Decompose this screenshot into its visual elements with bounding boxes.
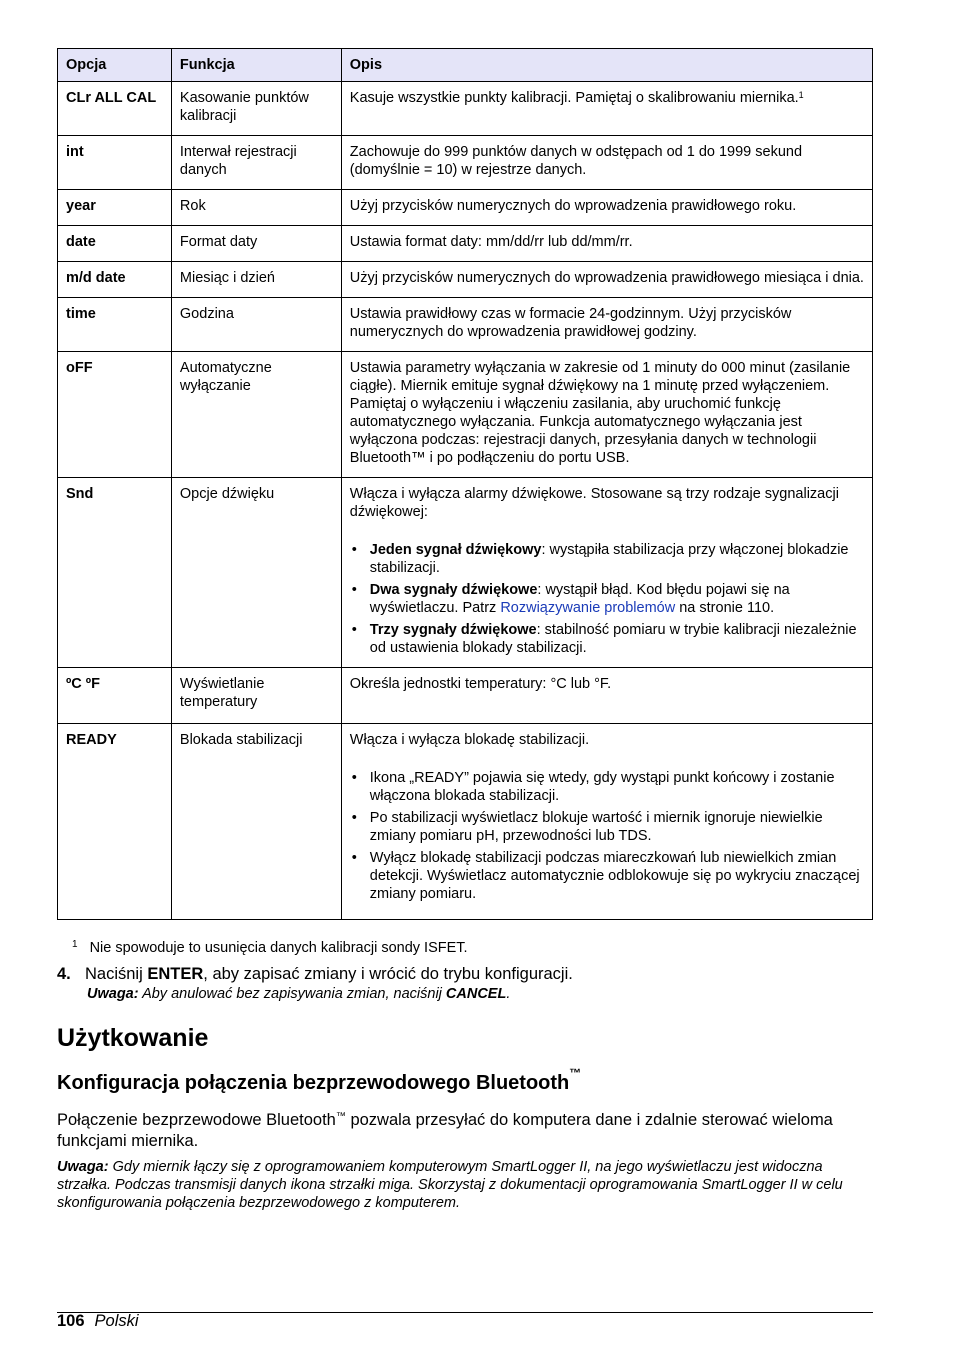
description-text: Włącza i wyłącza blokadę stabilizacji. [349, 732, 590, 748]
list-item [350, 621, 864, 657]
page-footer [57, 1312, 139, 1331]
step-text-pre: Naciśnij [85, 965, 148, 983]
option-cell: CLr ALL CAL [58, 82, 172, 136]
column-header-option: Opcja [58, 49, 172, 82]
function-cell: Format daty [171, 226, 341, 262]
description-text: Kasuje wszystkie punkty kalibracji. Pamiętaj o skalibrowaniu miernika. [349, 90, 799, 106]
description-cell: Zachowuje do 999 punktów danych w odstępach od 1 do 1999 sekund (domyślnie = 10) w rejestrze danych. [341, 136, 872, 190]
subsection-heading [57, 1066, 582, 1095]
description-cell: Użyj przycisków numerycznych do wprowadzenia prawidłowego roku. [341, 190, 872, 226]
list-item-text: : wystąpił błąd. Kod błędu pojawi się na wyświetlaczu. Patrz [369, 582, 790, 616]
table-footnote [72, 940, 468, 956]
function-cell: Rok [171, 190, 341, 226]
function-cell: Miesiąc i dzień [171, 262, 341, 298]
function-cell: Automatyczne wyłączanie [171, 352, 341, 478]
description-cell: Ustawia prawidłowy czas w formacie 24-godzinnym. Użyj przycisków numerycznych do wprowadzenia prawidłowej godziny. [341, 298, 872, 352]
table-row [58, 136, 873, 190]
function-cell: Godzina [171, 298, 341, 352]
table-row [58, 668, 873, 724]
list-item-text: : stabilność pomiaru w trybie kalibracji niezależnie od ustawienia blokady stabilizacji. [369, 622, 857, 656]
section-heading: Użytkowanie [57, 1024, 209, 1052]
list-item-term: Trzy sygnały dźwiękowe [369, 622, 537, 638]
note-label: Uwaga: [57, 1159, 109, 1175]
option-cell: year [58, 190, 172, 226]
list-item-term: Dwa sygnały dźwiękowe [369, 582, 538, 598]
bluetooth-paragraph [57, 1110, 872, 1152]
option-cell: int [58, 136, 172, 190]
list-item-text-after: na stronie 110. [675, 600, 775, 616]
note-label: Uwaga: [87, 986, 139, 1002]
table-header-row [58, 49, 873, 82]
list-item-term: Jeden sygnał dźwiękowy [369, 542, 542, 558]
table-row [58, 478, 873, 668]
option-cell: Snd [58, 478, 172, 668]
function-cell: Wyświetlanie temperatury [171, 668, 341, 724]
table-row [58, 352, 873, 478]
list-item [350, 581, 864, 617]
footnote-ref: 1 [798, 90, 804, 100]
note-key: CANCEL [445, 986, 507, 1002]
step-number: 4. [57, 965, 71, 983]
description-cell: Ustawia parametry wyłączania w zakresie od 1 minuty do 000 minut (zasilanie ciągłe). Miernik emituje sygnał dźwiękowy na 1 minutę przed wyłączeniem. Pamiętaj o wyłączeniu i włączeniu zasilania, aby uruchomić funkcję automatycznego wyłączania. Funkcja automatycznego wyłączania jest wyłączona podczas: rejestracji danych, przesyłania danych w technologii Bluetooth™ i po podłączeniu do portu USB. [341, 352, 872, 478]
description-cell [341, 478, 872, 668]
list-item-text: : wystąpiła stabilizacja przy włączonej blokadzie stabilizacji. [369, 542, 849, 576]
step-4 [57, 965, 573, 984]
options-table [57, 48, 873, 920]
footer-language: Polski [94, 1312, 139, 1330]
function-cell: Interwał rejestracji danych [171, 136, 341, 190]
description-cell: Ustawia format daty: mm/dd/rr lub dd/mm/rr. [341, 226, 872, 262]
function-cell: Kasowanie punktów kalibracji [171, 82, 341, 136]
table-row [58, 226, 873, 262]
option-cell: READY [58, 724, 172, 920]
step-text-post: , aby zapisać zmiany i wrócić do trybu konfiguracji. [203, 965, 573, 983]
description-cell [341, 82, 872, 136]
cancel-note [87, 986, 510, 1002]
paragraph-text: Połączenie bezprzewodowe Bluetooth [57, 1111, 336, 1129]
table-row [58, 190, 873, 226]
option-cell: oFF [58, 352, 172, 478]
page-number: 106 [57, 1312, 85, 1330]
note-text: Gdy miernik łączy się z oprogramowaniem komputerowym SmartLogger II, na jego wyświetlaczu jest widoczna strzałka. Podczas transmisji danych ikona strzałki miga. Skorzystaj z dokumentacji oprogramowania SmartLogger II w celu skonfigurowania połączenia bezprzewodowego z komputerem. [57, 1159, 843, 1211]
smartlogger-note [57, 1158, 872, 1212]
note-text: Aby anulować bez zapisywania zmian, naciśnij [138, 986, 446, 1002]
list-item: • Wyłącz blokadę stabilizacji podczas miareczkowań lub niewielkich zmian detekcji. Wyświetlacz automatycznie odblokowuje się po wykryciu znaczącej zmiany pomiaru. [350, 849, 864, 903]
list-item [350, 541, 864, 577]
ready-list [350, 769, 864, 903]
column-header-description: Opis [341, 49, 872, 82]
description-cell: Użyj przycisków numerycznych do wprowadzenia prawidłowego miesiąca i dnia. [341, 262, 872, 298]
troubleshooting-link[interactable]: Rozwiązywanie problemów [500, 600, 676, 616]
table-row [58, 82, 873, 136]
table-row [58, 298, 873, 352]
list-item: • Ikona „READY” pojawia się wtedy, gdy wystąpi punkt końcowy i zostanie włączona blokada stabilizacji. [350, 769, 864, 805]
option-cell: time [58, 298, 172, 352]
footnote-number: 1 [72, 939, 78, 950]
table-row [58, 262, 873, 298]
description-cell [341, 724, 872, 920]
description-text: Włącza i wyłącza alarmy dźwiękowe. Stosowane są trzy rodzaje sygnalizacji dźwiękowej: [349, 486, 839, 520]
function-cell: Blokada stabilizacji [171, 724, 341, 920]
footnote-text: Nie spowoduje to usunięcia danych kalibracji sondy ISFET. [89, 940, 468, 956]
description-cell: Określa jednostki temperatury: °C lub °F. [341, 668, 872, 724]
option-cell: m/d date [58, 262, 172, 298]
option-cell: ºC ºF [58, 668, 172, 724]
note-text-end: . [506, 986, 511, 1002]
column-header-function: Funkcja [171, 49, 341, 82]
step-key: ENTER [147, 965, 204, 983]
subsection-heading-text: Konfiguracja połączenia bezprzewodowego Bluetooth [57, 1072, 570, 1094]
list-item: • Po stabilizacji wyświetlacz blokuje wartość i miernik ignoruje niewielkie zmiany pomiaru pH, przewodności lub TDS. [350, 809, 864, 845]
trademark-symbol: ™ [569, 1066, 582, 1080]
paragraph-text-rest: pozwala przesyłać do komputera dane i zdalnie sterować wieloma funkcjami miernika. [57, 1111, 833, 1150]
footer-divider [57, 1312, 873, 1313]
trademark-symbol: ™ [335, 1111, 346, 1122]
function-cell: Opcje dźwięku [171, 478, 341, 668]
option-cell: date [58, 226, 172, 262]
table-row [58, 724, 873, 920]
beep-list [350, 541, 864, 657]
